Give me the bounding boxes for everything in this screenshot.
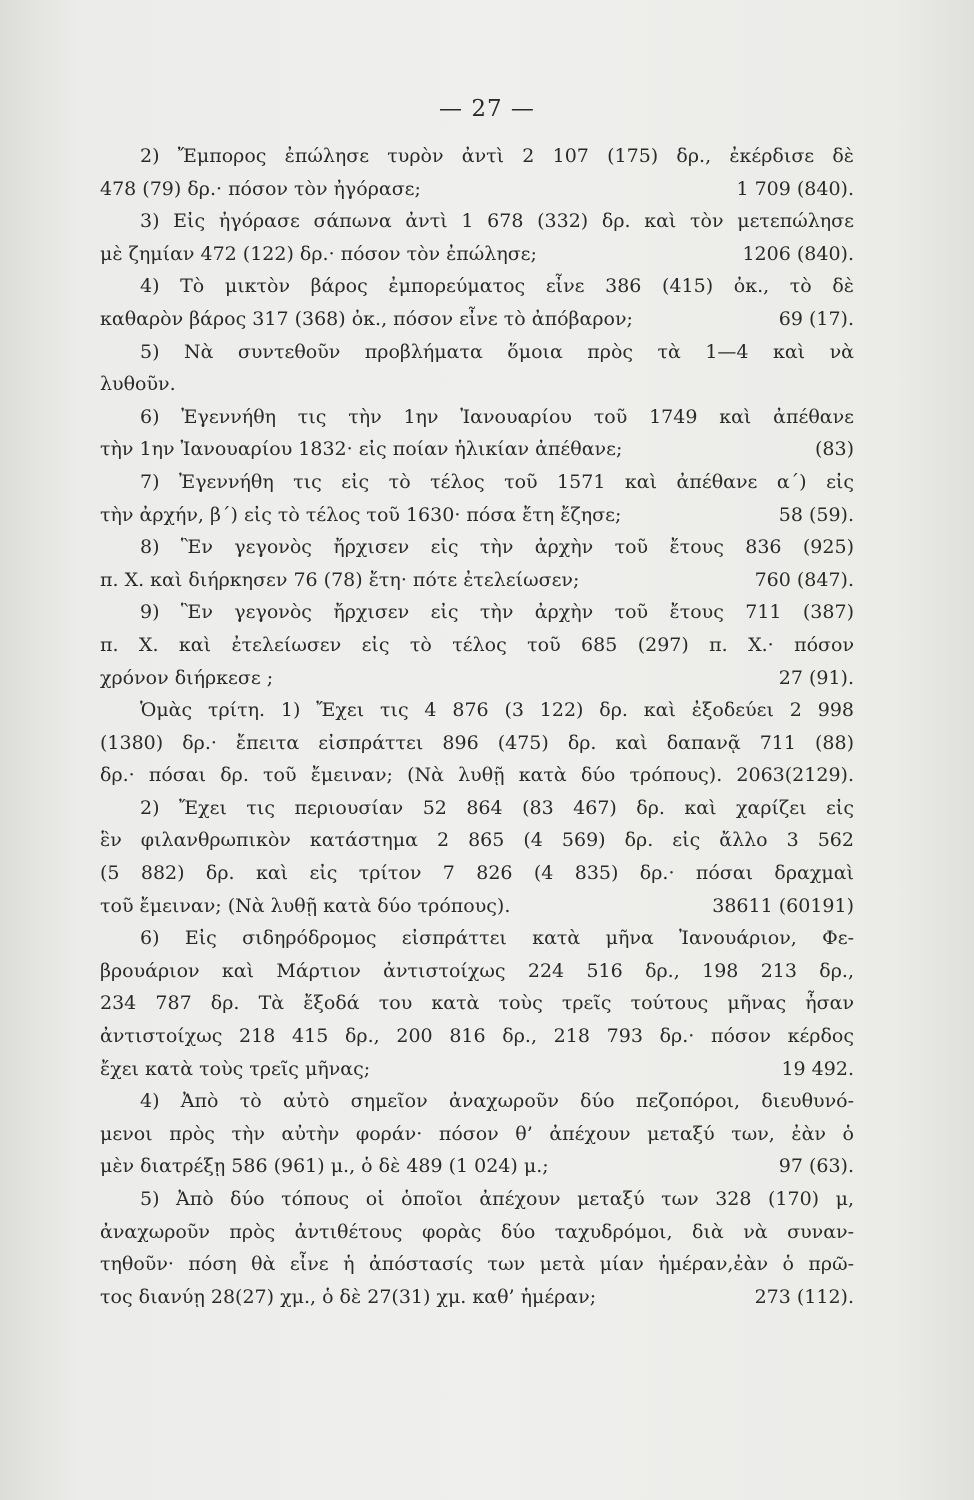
line-text: τὴν ἀρχήν, β΄) εἰς τὸ τέλος τοῦ 1630· πόσα ἔτη ἔζησε;: [100, 503, 622, 526]
text-line: ἓν φιλανθρωπικὸν κατάστημα 2 865 (4 569) δρ. εἰς ἄλλο 3 562: [100, 829, 854, 852]
text-line: δρ.· πόσαι δρ. τοῦ ἔμειναν; (Νὰ λυθῇ κατὰ δύο τρόπους). 2063(2129).: [100, 764, 854, 787]
answer-value: 19 492.: [781, 1057, 854, 1080]
line-text: ἔχει κατὰ τοὺς τρεῖς μῆνας;: [100, 1057, 371, 1080]
text-line: 2) Ἔμπορος ἐπώλησε τυρὸν ἀντὶ 2 107 (175) δρ., ἐκέρδισε δὲ: [140, 145, 854, 167]
answer-value: (83): [814, 438, 854, 461]
text-line: 2) Ἔχει τις περιουσίαν 52 864 (83 467) δρ. καὶ χαρίζει εἰς: [140, 796, 854, 819]
line-text: π. Χ. καὶ διήρκησεν 76 (78) ἔτη· πότε ἐτελείωσεν;: [100, 568, 580, 591]
line-text: χρόνον διήρκεσε ;: [100, 666, 274, 689]
text-line: λυθοῦν.: [100, 373, 176, 396]
answer-value: 1 709 (840).: [736, 177, 854, 200]
text-line: 7) Ἐγεννήθη τις εἰς τὸ τέλος τοῦ 1571 καὶ ἀπέθανε α΄) εἰς: [140, 470, 854, 493]
text-line: 9) Ἓν γεγονὸς ἤρχισεν εἰς τὴν ἀρχὴν τοῦ ἔτους 711 (387): [140, 601, 854, 624]
text-line: [100, 173, 854, 206]
line-text: μὲ ζημίαν 472 (122) δρ.· πόσον τὸν ἐπώλησε;: [100, 242, 537, 265]
text-line: [100, 303, 854, 336]
text-line: 5) Ἀπὸ δύο τόπους οἱ ὁποῖοι ἀπέχουν μεταξύ των 328 (170) μ,: [140, 1188, 854, 1210]
answer-value: 273 (112).: [754, 1285, 854, 1308]
text-line: 3) Εἰς ἠγόρασε σάπωνα ἀντὶ 1 678 (332) δρ. καὶ τὸν μετεπώλησε: [140, 210, 854, 233]
answer-value: 97 (63).: [778, 1155, 854, 1178]
answer-value: 58 (59).: [778, 503, 854, 526]
text-line: [100, 499, 854, 532]
text-line: [100, 662, 854, 695]
text-line: βρουάριον καὶ Μάρτιον ἀντιστοίχως 224 516 δρ., 198 213 δρ.,: [100, 959, 854, 982]
text-line: 234 787 δρ. Τὰ ἔξοδά του κατὰ τοὺς τρεῖς τούτους μῆνας ἦσαν: [100, 992, 854, 1015]
page-text: [100, 140, 854, 1313]
text-line: 6) Εἰς σιδηρόδρομος εἰσπράττει κατὰ μῆνα Ἰανουάριον, Φε-: [140, 927, 854, 950]
text-line: [100, 1053, 854, 1086]
text-line: [100, 890, 854, 923]
answer-value: 27 (91).: [778, 666, 854, 689]
text-line: [100, 1281, 854, 1314]
text-line: ἀναχωροῦν πρὸς ἀντιθέτους φορὰς δύο ταχυδρόμοι, διὰ νὰ συναν-: [100, 1220, 854, 1243]
line-text: 478 (79) δρ.· πόσον τὸν ἠγόρασε;: [100, 177, 421, 200]
answer-value: 760 (847).: [754, 568, 854, 591]
text-line: [100, 433, 854, 466]
text-line: (5 882) δρ. καὶ εἰς τρίτον 7 826 (4 835) δρ.· πόσαι δραχμαὶ: [100, 862, 854, 885]
line-text: τοῦ ἔμειναν; (Νὰ λυθῇ κατὰ δύο τρόπους).: [100, 894, 511, 917]
text-line: [100, 564, 854, 597]
page-number: — 27 —: [439, 96, 535, 122]
line-text: μὲν διατρέξῃ 586 (961) μ., ὁ δὲ 489 (1 024) μ.;: [100, 1155, 549, 1178]
line-text: καθαρὸν βάρος 317 (368) ὀκ., πόσον εἶνε τὸ ἀπόβαρον;: [100, 307, 633, 330]
text-line: ἀντιστοίχως 218 415 δρ., 200 816 δρ., 218 793 δρ.· πόσον κέρδος: [100, 1025, 854, 1048]
answer-value: 38611 (60191): [712, 894, 854, 917]
text-line: τηθοῦν· πόση θὰ εἶνε ἡ ἀπόστασίς των μετὰ μίαν ἡμέραν,ἐὰν ὁ πρῶ-: [100, 1253, 854, 1276]
answer-value: 69 (17).: [778, 307, 854, 330]
line-text: τὴν 1ην Ἰανουαρίου 1832· εἰς ποίαν ἡλικίαν ἀπέθανε;: [100, 438, 623, 461]
text-line: Ὁμὰς τρίτη. 1) Ἔχει τις 4 876 (3 122) δρ. καὶ ἐξοδεύει 2 998: [140, 699, 854, 722]
text-line: 4) Τὸ μικτὸν βάρος ἐμπορεύματος εἶνε 386 (415) ὀκ., τὸ δὲ: [140, 275, 854, 298]
text-line: 6) Ἐγεννήθη τις τὴν 1ην Ἰανουαρίου τοῦ 1749 καὶ ἀπέθανε: [140, 405, 854, 428]
text-line: 5) Νὰ συντεθοῦν προβλήματα ὅμοια πρὸς τὰ 1—4 καὶ νὰ: [140, 340, 854, 363]
text-line: [100, 1150, 854, 1183]
text-line: [100, 238, 854, 271]
answer-value: 1206 (840).: [742, 242, 854, 265]
text-line: μενοι πρὸς τὴν αὐτὴν φοράν· πόσον θ’ ἀπέχουν μεταξύ των, ἐὰν ὁ: [100, 1122, 854, 1145]
text-line: (1380) δρ.· ἔπειτα εἰσπράττει 896 (475) δρ. καὶ δαπανᾷ 711 (88): [100, 731, 854, 754]
text-line: 8) Ἓν γεγονὸς ἤρχισεν εἰς τὴν ἀρχὴν τοῦ ἔτους 836 (925): [140, 536, 854, 559]
line-text: τος διανύῃ 28(27) χμ., ὁ δὲ 27(31) χμ. καθ’ ἡμέραν;: [100, 1285, 597, 1308]
text-line: π. Χ. καὶ ἐτελείωσεν εἰς τὸ τέλος τοῦ 685 (297) π. Χ.· πόσον: [100, 633, 854, 656]
text-line: 4) Ἀπὸ τὸ αὐτὸ σημεῖον ἀναχωροῦν δύο πεζοπόροι, διευθυνό-: [140, 1090, 854, 1113]
